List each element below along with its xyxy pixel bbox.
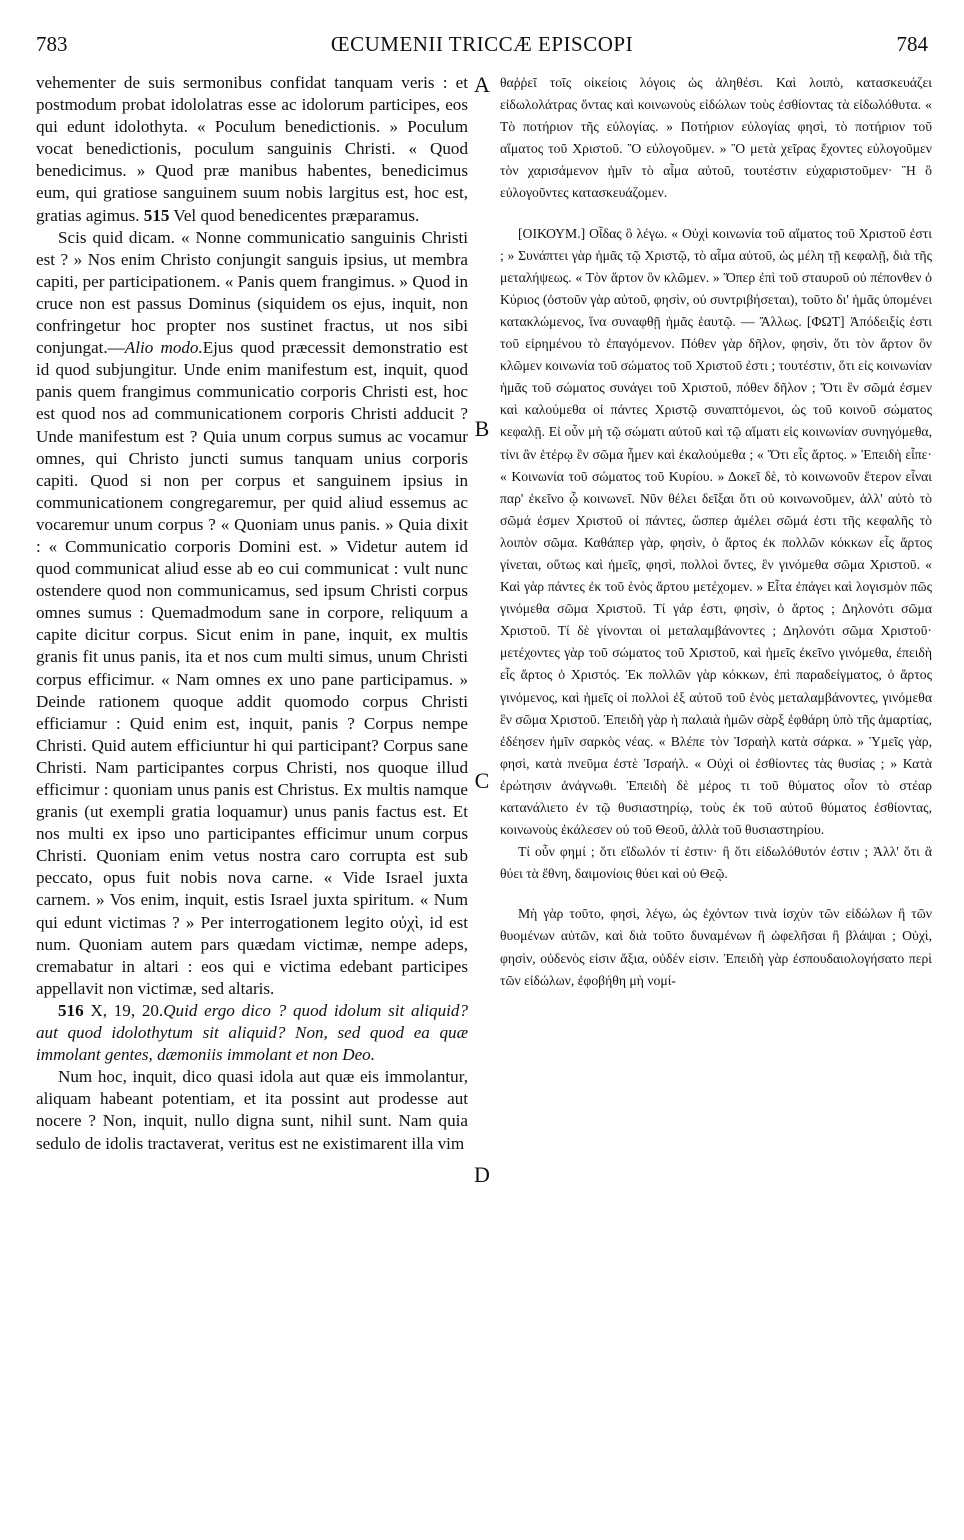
latin-paragraph-4: Num hoc, inquit, dico quasi idola aut quæ eis immolantur, aliquam habeant potentiam, et ita possint aut prodesse aut nocere ? Non, inquit, nullo digna sunt, nihil sunt. Nam quia sedulo de idolis tractaverat, veritus est ne existimarent illa vim [36,1067,468,1153]
section-number: 515 [143,205,170,225]
margin-letter-a: A [474,72,490,97]
greek-paragraph-3: Τί οὖν φημί ; ὅτι εἴδωλόν τί ἐστιν· ἢ ὅτι εἰδωλόθυτόν ἐστιν ; Ἀλλ' ὅτι ἃ θύει τὰ ἔθνη, δαιμονίοις θύει καὶ οὐ Θεῷ. [500,844,932,882]
greek-paragraph-2: [ΟΙΚΟΥΜ.] Οἶδας ὃ λέγω. « Οὐχὶ κοινωνία τοῦ αἵματος τοῦ Χριστοῦ ἐστι ; » Συνάπτει γὰρ ἡμᾶς τῷ Χριστῷ, τὸ αἷμα αὐτοῦ, ὡς μέλη τῇ κεφαλῇ, διὰ τῆς μεταλήψεως. « Τὸν ἄρτον ὃν κλῶμεν. » Ὅπερ ἐπὶ τοῦ σταυροῦ οὐ πέπονθεν ὁ Κύριος (ὀστοῦν γὰρ αὐτοῦ, φησὶν, οὐ συντριβήσεται), τοῦτο δι' ἡμᾶς ὑπομένει κατακλώμενος, ἵνα συναφθῇ ἡμᾶς ἑαυτῷ. — Ἄλλως. [ΦΩΤ] Ἀπόδειξίς ἐστι τοῦ εἰρημένου τὸ ἐπαγόμενον. Πόθεν γὰρ δῆλον, φησὶν, ὅτι τὸν ἄρτον ὃν κλῶμεν κοινωνία τοῦ σώματος τοῦ Χριστοῦ ἐστι ; τουτέστιν, ὅτι εἰς κοινωνίαν ἡμᾶς τοῦ σώματος συνάγει τοῦ Χριστοῦ, πόθεν δῆλον ; Ὅτι ἓν σῶμά ἐσμεν καὶ καλούμεθα οἱ πάντες Χριστῷ συναπτόμενοι, ὡς τοῦ κοινοῦ σώματος κεφαλῇ. Εἰ οὖν μὴ τῷ σώματι αὐτοῦ καὶ τῷ αἵματι εἰς κοινωνίαν συνηγόμεθα, τίνι ἂν ἑτέρῳ ἓν σῶμα ἦμεν καὶ ἐκαλούμεθα ; « Ὅτι εἷς ἄρτος. » Ἐπειδὴ εἶπε· « Κοινωνία τοῦ σώματος τοῦ Κυρίου. » Δοκεῖ δὲ, τὸ κοινωνοῦν ἕτερον εἶναι παρ' ἐκεῖνο ᾧ κοινωνεῖ. Νῦν θέλει δεῖξαι ὅτι οὐ κοινωνοῦμεν, ἀλλ' αὐτὸ τὸ σῶμά ἐσμεν Χριστοῦ οἱ πάντες, ὥσπερ ἀμέλει σῶμά ἐστι τῆς κεφαλῆς τὸ λοιπὸν σῶμα. Καθάπερ γὰρ, φησὶν, ὁ ἄρτος ἐκ πολλῶν κόκκων εἷς ἄρτος γίνεται, οὕτως καὶ ἡμεῖς, φησὶ, πολλοὶ ὄντες, ἓν γινόμεθα σῶμα Χριστοῦ. « Καὶ γὰρ πάντες ἐκ τοῦ ἑνὸς ἄρτου μετέχομεν. » Εἶτα ἐπάγει καὶ λογισμὸν πῶς γινόμεθα σῶμα Χριστοῦ. Τί γάρ ἐστι, φησὶν, ὁ ἄρτος ; Δηλονότι σῶμα Χριστοῦ. Τί δὲ γίνονται οἱ μεταλαμβάνοντες ; Δηλονότι σῶμα Χριστοῦ· μετέχοντες γὰρ τοῦ σώματος τοῦ Χριστοῦ, καὶ ἡμεῖς ἐκεῖνο γινόμεθα, ἐπειδὴ εἷς ἄρτος ὁ Χριστός. Ἐκ πολλῶν γὰρ κόκκων, ἐπὶ παραδείγματος, ὁ ἄρτος γινόμενος, καὶ ἡμεῖς οἱ πολλοὶ ἐξ αὐτοῦ τοῦ ἑνὸς μεταλαμβάνοντες, γινόμεθα ἓν σῶμα Χριστοῦ. Ἐπειδὴ γὰρ ἡ παλαιὰ ἡμῶν σὰρξ ἐφθάρη ὑπὸ τῆς ἁμαρτίας, ἐδέησεν ἡμῖν σαρκὸς νέας. « Βλέπε τὸν Ἰσραὴλ κατὰ σάρκα. » Ὑμεῖς γὰρ, φησὶ, κατὰ πνεῦμα ἐστὲ Ἰσραήλ. « Οὐχὶ οἱ ἐσθίοντες τὰς θυσίας ; » Κατὰ ἐρώτησιν ἀνάγνωθι. Ἐπειδὴ δὲ μέρος τι τοῦ θύματος οἷον τὸ στέαρ κατανάλιετο ἐν τῷ θυσιαστηρίῳ, τοὺς ἐκ τοῦ αὐτοῦ θύματος ἐσθίοντας, κοινωνοὺς ἐκάλεσεν οὐ τοῦ Θεοῦ, ἀλλὰ τοῦ θυσιαστηρίου. [500,225,932,838]
greek-column [500,72,932,1516]
latin-text: vehementer de suis sermonibus confidat tanquam veris : et postmodum probat idololatras esse ac idolorum participes, eos qui edunt idolothyta. « Poculum benedictionis. » Poculum vocat benedictionis, poculum sanguinis Christi. « Quod benedicimus. » Quod præ manibus habentes, benedicimus eum, qui gratiose sanguinem suum nobis largitus est, hoc est, gratias agimus. [36,73,468,225]
greek-word: οὐχὶ [389,912,420,932]
scripture-lemma: Quid ergo dico ? quod idolum sit aliquid? aut quod idolothytum sit aliquid? Non, sed quod ea quæ immolant gentes, dæmoniis immolant et non Deo. [36,1000,468,1065]
page-header [28,26,936,62]
running-head: ŒCUMENII TRICCÆ EPISCOPI [330,32,634,56]
latin-text: Vel quod benedicentes præparamus. [173,205,420,225]
greek-paragraph-4: Μὴ γὰρ τοῦτο, φησὶ, λέγω, ὡς ἐχόντων τινὰ ἰσχὺν τῶν εἰδώλων ἢ τῶν θυομένων αὐτῶν, καὶ διὰ τοῦτο δυναμένων ἢ ὠφελῆσαι ἢ βλάψαι ; Οὐχὶ, φησὶν, οὐδενὸς εἰσιν ἄξια, οὐδέν εἰσιν. Ἐπειδὴ γὰρ ἐσπουδαιολογήσατο περὶ τῶν εἰδώλων, ἐφοβήθη μὴ νομί- [500,906,932,988]
latin-paragraph-1 [36,72,468,227]
latin-paragraph-2 [36,227,468,1000]
latin-text: , id est num. Quoniam autem pars quædam victimæ, nempe adeps, cremabatur in altari : eos qui e victima edebant participes appellavit non victimæ, sed altaris. [36,912,468,998]
greek-paragraph-1: θαῤῥεῖ τοῖς οἰκείοις λόγοις ὡς ἀληθέσι. Καὶ λοιπὸ, κατασκευάζει εἰδωλολάτρας ὄντας καὶ κοινωνοὺς εἰδώλων τοὺς ἐσθίοντας τὰ εἰδωλόθυτα. « Τὸ ποτήριον τῆς εὐλογίας. » Ποτήριον εὐλογίας φησὶ, τὸ ποτήριον τοῦ αἵματος τοῦ Χριστοῦ. Ὃ εὐλογοῦμεν. » Ὃ μετὰ χεῖρας ἔχοντες εὐλογοῦμεν τὸν χαρισάμενον ἡμῖν τὸ αἷμα αὐτοῦ, τουτέστιν εὐχαριστοῦμεν· Ἢ ὃ εὐλογοῦντες κατασκευάζομεν. [500,75,932,201]
latin-column [36,72,468,1516]
latin-text: Scis quid dicam. « Nonne communicatio sanguinis Christi est ? » Nos enim Christo conjungit sanguis ipsius, ut membra capiti, per participationem. « Panis quem frangimus. » Quod in cruce non est passus Dominus (siquidem os ejus, inquit, non confringetur hoc propter nos sustinet fractus, ut nos sibi conjungat.— [36,227,468,358]
scripture-reference: X, 19, 20. [90,1000,164,1020]
section-number: 516 [58,1000,84,1020]
latin-italic: Alio modo. [124,338,203,358]
page-number-right: 784 [896,32,928,56]
margin-letter-d: D [474,1162,490,1187]
latin-text: Ejus quod præcessit demonstratio est id quod subjungitur. Unde enim manifestum est, inquit, quod panis quem frangimus communicatio corporis Christi est, hoc est quod nos ad communicationem corporis Christi adducit ? Unde manifestum est ? Quia unum corpus sumus ac vocamur omnes, qui Christo juncti sumus tanquam unius corporis capiti. Quod si non per corpus et sanguinem ipsius in communicationem congregaremur, per quid aliud essemus ac vocaremur unum corpus ? « Quoniam unus panis. » Quia dixit : « Communicatio corporis Domini est. » Videtur autem id quod communicat aliud esse ab eo cui communicat : vult nunc ostendere quod non communicamus, sed ipsum Christi corpus omnes sumus : Quemadmodum sane in corpore, reliquum a capite dicitur corpus. Sicut enim in pane, inquit, ex multis granis fit unus panis, ita et nos cum multi simus, unum Christi corpus efficimur. « Nam omnes ex uno pane participamus. » Deinde rationem quoque addit quomodo corpus Christi efficiamur : Quid enim est, inquit, panis ? Corpus nempe Christi. Quid autem efficiuntur hi qui participant? Corpus sane Christi. Nam participantes corpus Christi, nos quoque illud efficimur : quoniam unus panis est Christus. Ex multis namque granis (ut exempli gratia loquamur) unus panis factus est. Et nos multi ex ipso uno participantes efficimur unum corpus Christi. Quoniam enim vetus nostra caro corrupta est sub peccato, opus fuit nobis nova carne. « Vide Israel juxta carnem. » Vos enim, inquit, estis Israel juxta spiritum. « Num qui edunt victimas ? » Per interrogationem legito [36,338,468,932]
latin-paragraph-3 [36,1000,468,1066]
margin-letter-c: C [474,768,490,793]
margin-letter-b: B [474,416,490,441]
page-number-left: 783 [36,32,68,56]
